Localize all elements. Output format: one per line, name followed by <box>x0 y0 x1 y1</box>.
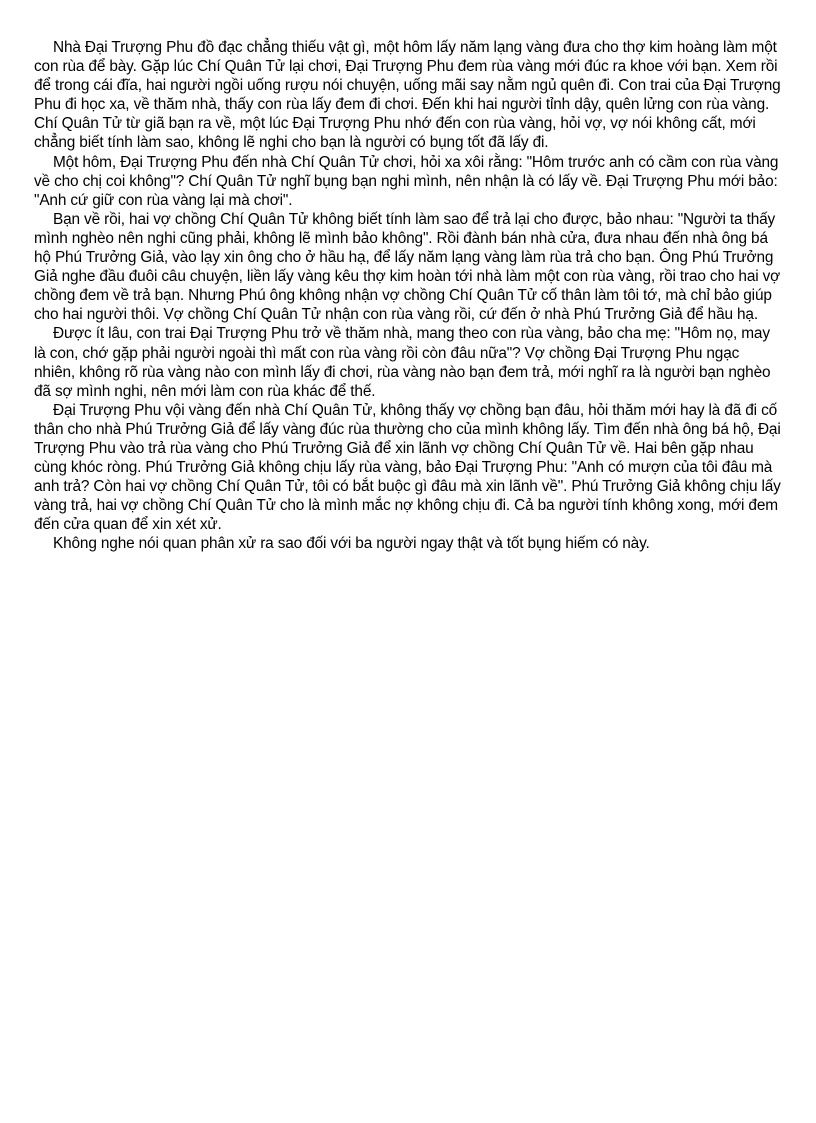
paragraph-6: Không nghe nói quan phân xử ra sao đối với ba người ngay thật và tốt bụng hiếm có này. <box>53 535 650 553</box>
document-body <box>34 38 782 554</box>
paragraph-4: Được ít lâu, con trai Đại Trượng Phu trở về thăm nhà, mang theo con rùa vàng, bảo cha mẹ: "Hôm nọ, may là con, chớ gặp phải người ngoài thì mất con rùa vàng rồi còn đâu nữa"? Vợ chồng Đại Trượng Phu ngạc nhiên, không rõ rùa vàng nào con mình lấy đi chơi, rùa vàng nào bạn đem trả, mới nghĩ ra là người bạn nghèo đã sợ mình nghi, nên mới làm con rùa khác để thế. <box>34 325 771 400</box>
paragraph-5: Đại Trượng Phu vội vàng đến nhà Chí Quân Tử, không thấy vợ chồng bạn đâu, hỏi thăm mới hay là đã đi cố thân cho nhà Phú Trưởng Giả để lấy vàng đúc rùa thường cho của mình không lấy. Tìm đến nhà ông bá hộ, Đại Trượng Phu vào trả rùa vàng cho Phú Trưởng Giả để xin lãnh vợ chồng Chí Quân Tử về. Hai bên gặp nhau cùng khóc ròng. Phú Trưởng Giả không chịu lấy rùa vàng, bảo Đại Trượng Phu: "Anh có mượn của tôi đâu mà anh trả? Còn hai vợ chồng Chí Quân Tử, tôi có bắt buộc gì đâu mà xin lãnh về". Phú Trưởng Giả không chịu lấy vàng trả, hai vợ chồng Chí Quân Tử cho là mình mắc nợ không chịu đi. Cả ba người tính không xong, mới đem đến cửa quan để xin xét xử. <box>34 401 781 534</box>
paragraph-2: Một hôm, Đại Trượng Phu đến nhà Chí Quân Tử chơi, hỏi xa xôi rằng: "Hôm trước anh có cầm con rùa vàng về cho chị coi không"? Chí Quân Tử nghĩ bụng bạn nghi mình, nên nhận là có lấy về. Đại Trượng Phu mới bảo: "Anh cứ giữ con rùa vàng lại mà chơi". <box>34 153 779 209</box>
paragraph-1: Nhà Đại Trượng Phu đồ đạc chẳng thiếu vật gì, một hôm lấy năm lạng vàng đưa cho thợ kim hoàng làm một con rùa để bày. Gặp lúc Chí Quân Tử lại chơi, Đại Trượng Phu đem rùa vàng mới đúc ra khoe với bạn. Xem rồi để trong cái đĩa, hai người ngồi uống rượu nói chuyện, uống mãi say nằm ngủ quên đi. Con trai của Đại Trượng Phu đi học xa, về thăm nhà, thấy con rùa lấy đem đi chơi. Đến khi hai người tỉnh dậy, quên lửng con rùa vàng. Chí Quân Tử từ giã bạn ra về, một lúc Đại Trượng Phu nhớ đến con rùa vàng, hỏi vợ, vợ nói không cất, mới chẳng biết tính làm sao, không lẽ nghi cho bạn là người có bụng tốt đã lấy đi. <box>34 39 781 152</box>
paragraph-3: Bạn về rồi, hai vợ chồng Chí Quân Tử không biết tính làm sao để trả lại cho được, bảo nhau: "Người ta thấy mình nghèo nên nghi cũng phải, không lẽ mình bảo không". Rồi đành bán nhà cửa, đưa nhau đến nhà ông bá hộ Phú Trưởng Giả, vào lạy xin ông cho ở hầu hạ, để lấy năm lạng vàng làm rùa trả cho bạn. Ông Phú Trưởng Giả nghe đầu đuôi câu chuyện, liền lấy vàng kêu thợ kim hoàn tới nhà làm một con rùa vàng, rồi trao cho hai vợ chồng đem về trả bạn. Nhưng Phú ông không nhận vợ chồng Chí Quân Tử cố thân làm tôi tớ, mà chỉ bảo giúp cho hai người thôi. Vợ chồng Chí Quân Tử nhận con rùa vàng rồi, cứ đến ở nhà Phú Trưởng Giả để hầu hạ. <box>34 210 781 324</box>
